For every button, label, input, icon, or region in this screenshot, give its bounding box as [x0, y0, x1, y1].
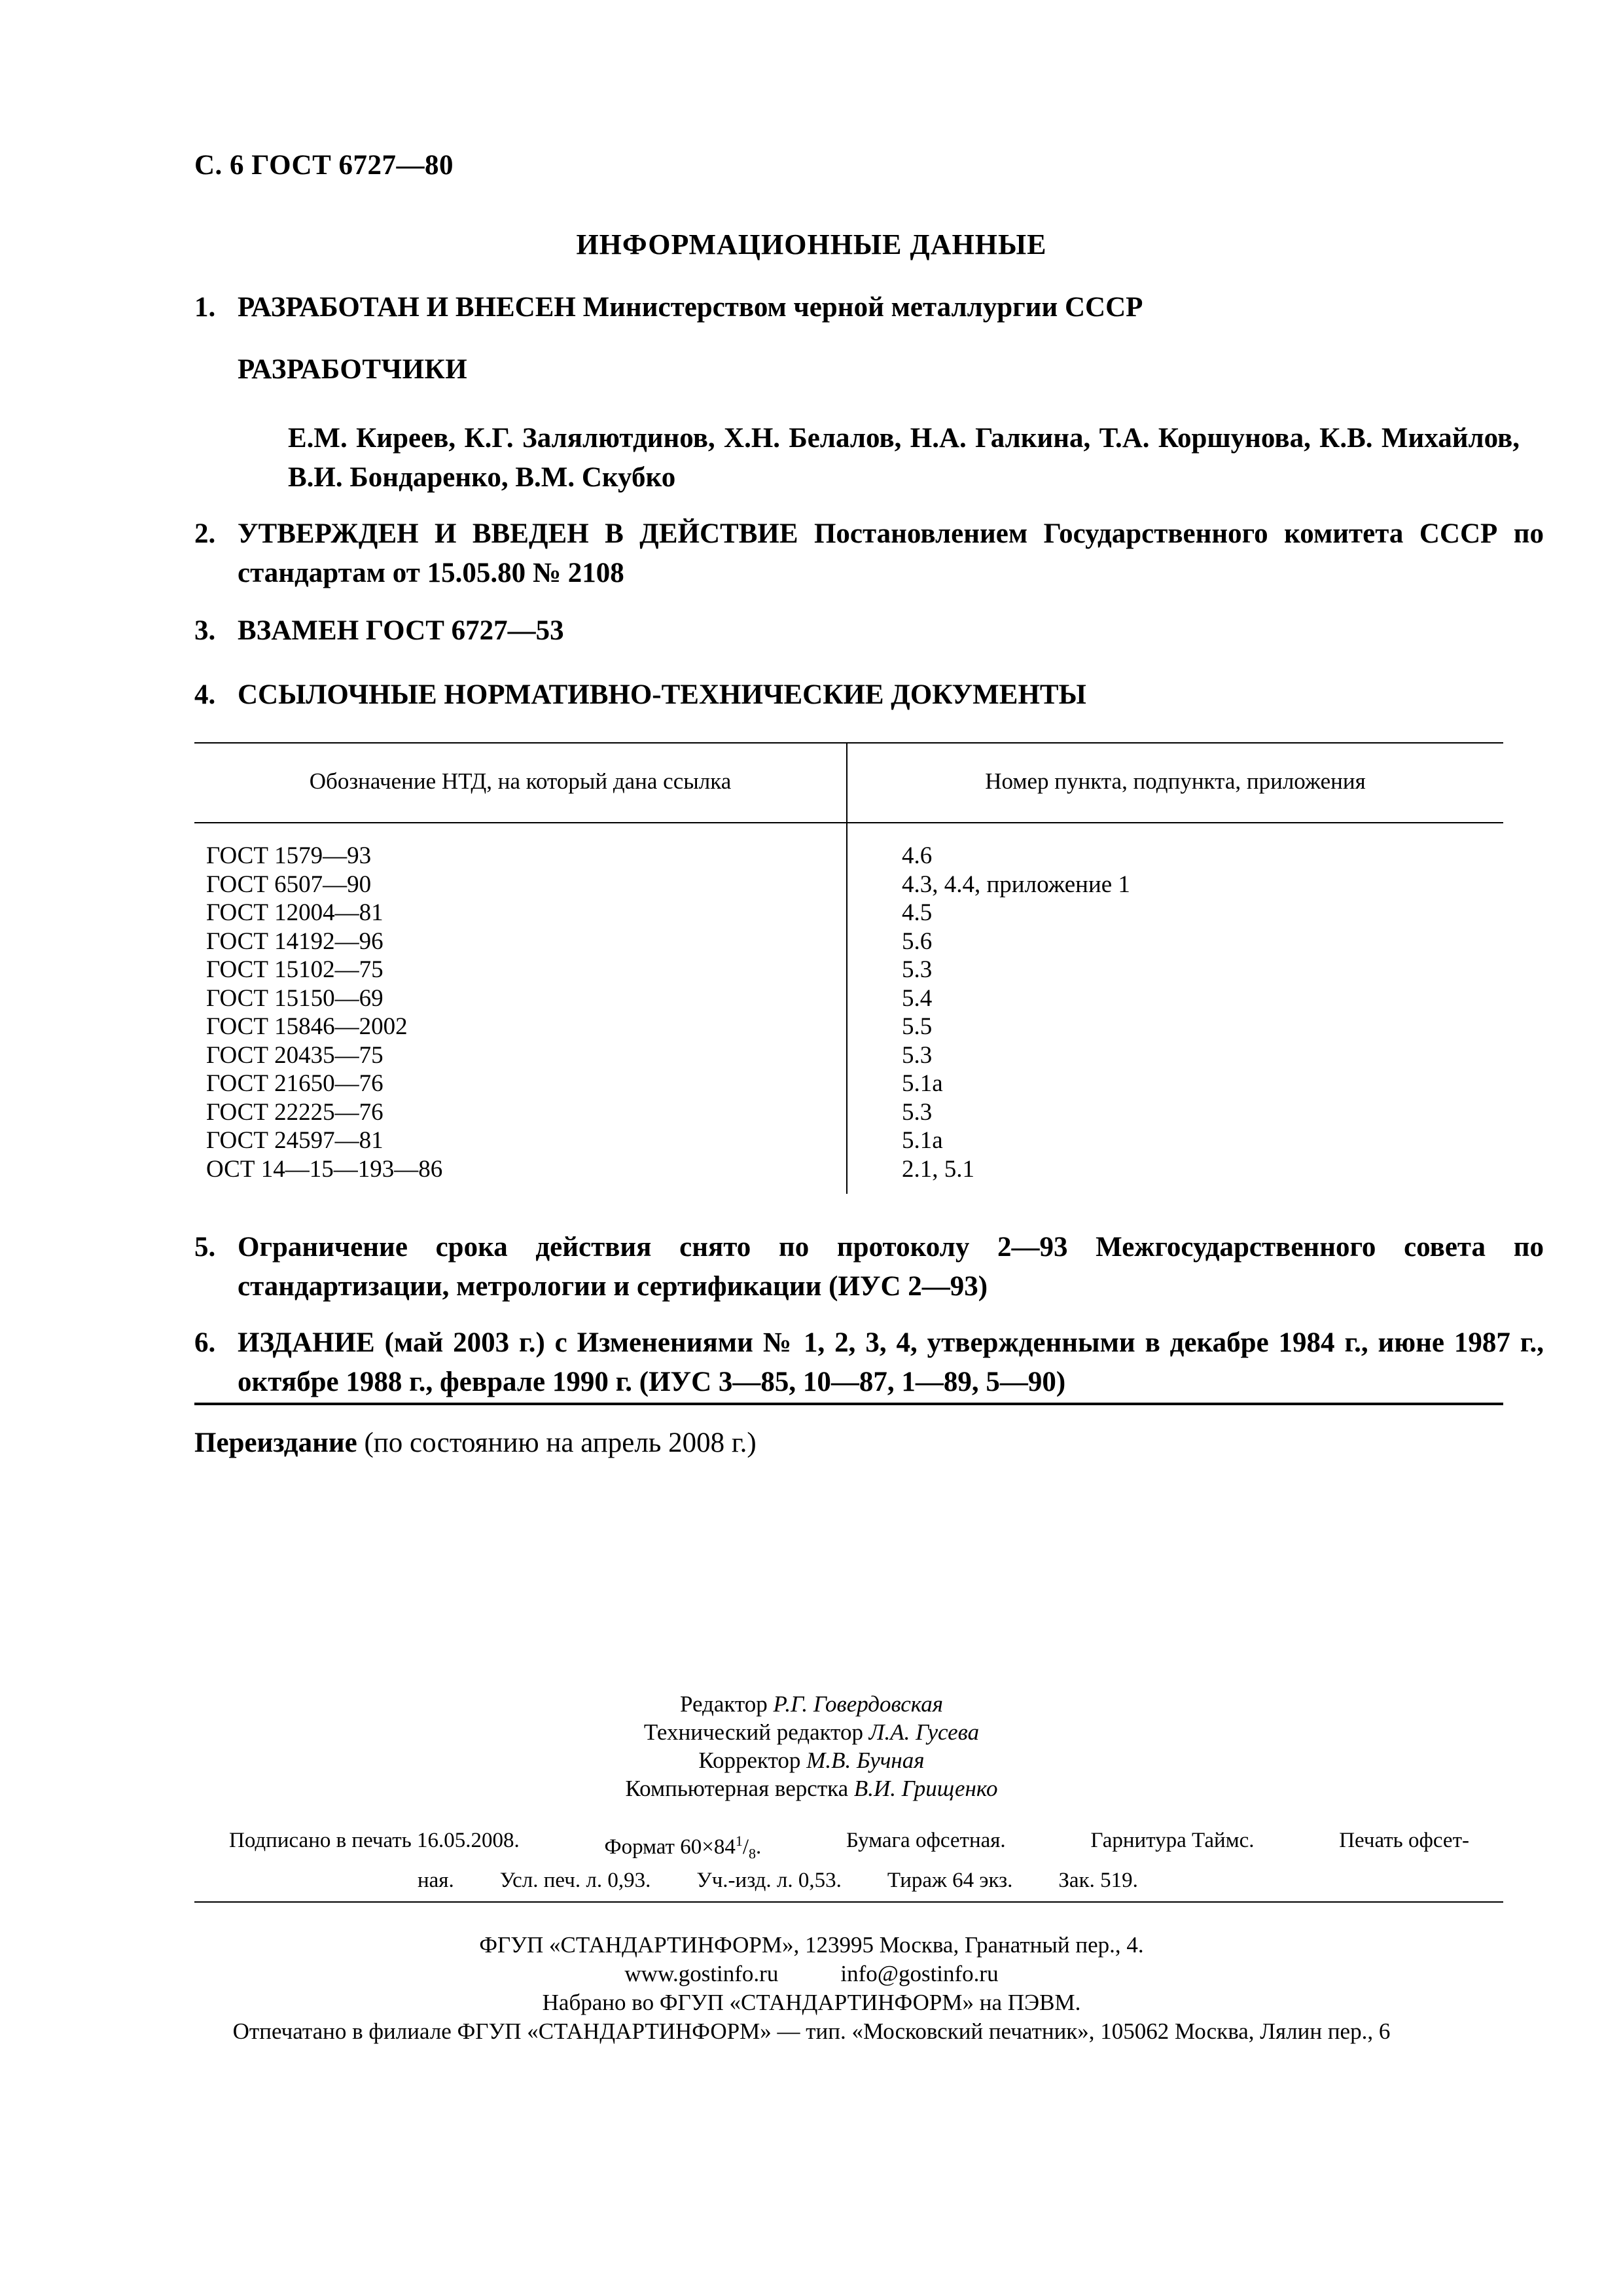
item-text: ИЗДАНИЕ (май 2003 г.) с Изменениями № 1, 2, 3, 4, утвержденными в декабре 1984 г., июне 1987 г., октябре 1988 г., феврале 1990 г. (ИУС 3—85, 10—87, 1—89, 5—90) [238, 1327, 1544, 1397]
item-number: 3. [194, 615, 216, 646]
table-cell-clause: 5.5 [902, 1013, 933, 1040]
signed-date: Подписано в печать 16.05.2008. [229, 1829, 520, 1852]
credit-role: Редактор [679, 1691, 768, 1717]
item-number: 2. [194, 518, 216, 549]
table-cell-designation: ГОСТ 1579—93 [206, 842, 372, 869]
table-header-rule [194, 822, 1503, 823]
print-info [229, 1827, 1469, 1894]
table-cell-designation: ГОСТ 6507—90 [206, 870, 372, 898]
info-item-1 [194, 288, 1503, 327]
item-text: ВЗАМЕН ГОСТ 6727—53 [238, 615, 564, 646]
designation-column [206, 842, 442, 1183]
publisher-website: www.gostinfo.ru [624, 1961, 779, 1986]
table-cell-designation: ГОСТ 24597—81 [206, 1127, 383, 1154]
item-text: ССЫЛОЧНЫЕ НОРМАТИВНО-ТЕХНИЧЕСКИЕ ДОКУМЕНТЫ [238, 679, 1086, 710]
table-cell-designation: ГОСТ 20435—75 [206, 1041, 383, 1069]
typeface: Гарнитура Таймс. [1090, 1829, 1255, 1852]
typesetting-note: Набрано во ФГУП «СТАНДАРТИНФОРМ» на ПЭВМ. [542, 1990, 1081, 2015]
print-method-end: ная. [418, 1868, 454, 1892]
info-item-3 [194, 611, 1503, 651]
info-item-6 [194, 1323, 1544, 1402]
item-text: РАЗРАБОТАН И ВНЕСЕН Министерством черной металлургии СССР [238, 292, 1143, 323]
table-cell-designation: ГОСТ 15150—69 [206, 984, 383, 1012]
info-item-5 [194, 1228, 1544, 1306]
table-top-rule [194, 742, 1503, 744]
item-number: 1. [194, 292, 216, 323]
table-header-designation: Обозначение НТД, на который дана ссылка [309, 768, 732, 794]
table-cell-clause: 4.5 [902, 899, 933, 926]
table-cell-designation: ГОСТ 21650—76 [206, 1070, 383, 1097]
item-text: УТВЕРЖДЕН И ВВЕДЕН В ДЕЙСТВИЕ Постановлением Государственного комитета СССР по стандартам от 15.05.80 № 2108 [238, 518, 1544, 588]
table-column-divider [846, 742, 847, 1194]
print-info-line [229, 1867, 1469, 1894]
paper-type: Бумага офсетная. [846, 1829, 1006, 1852]
table-cell-clause: 4.3, 4.4, приложение 1 [902, 870, 1130, 898]
print-method: Печать офсет- [1339, 1829, 1469, 1852]
footer-divider [194, 1901, 1503, 1903]
page-format: Формат $60\times 84^1/_8$. [604, 1833, 762, 1862]
reissue-note [194, 1427, 757, 1459]
order-number: Зак. 519. [1058, 1868, 1138, 1892]
format-text: Формат 60×84 [604, 1835, 736, 1859]
printed-sheets: Усл. печ. л. 0,93. [499, 1868, 651, 1892]
section-divider [194, 1403, 1503, 1405]
page-header: С. 6 ГОСТ 6727—80 [194, 150, 454, 181]
credit-line [0, 1690, 1623, 1718]
table-cell-designation: ГОСТ 12004—81 [206, 899, 383, 926]
format-denominator: 8 [749, 1845, 757, 1862]
format-numerator: 1 [735, 1833, 743, 1849]
table-header-clause: Номер пункта, подпункта, приложения [985, 768, 1366, 794]
publishing-sheets: Уч.-изд. л. 0,53. [696, 1868, 842, 1892]
credit-role: Корректор [698, 1748, 801, 1773]
publisher-info [0, 1931, 1623, 2046]
print-info-line [229, 1827, 1469, 1867]
document-title: ИНФОРМАЦИОННЫЕ ДАННЫЕ [576, 228, 1047, 260]
table-cell-clause: 5.1а [902, 1127, 943, 1154]
credit-line [0, 1774, 1623, 1803]
table-cell-clause: 5.3 [902, 956, 933, 983]
publisher-address: ФГУП «СТАНДАРТИНФОРМ», 123995 Москва, Гранатный пер., 4. [479, 1932, 1144, 1958]
table-cell-clause: 5.3 [902, 1098, 933, 1126]
table-cell-designation: ГОСТ 15846—2002 [206, 1013, 408, 1040]
publisher-contacts [0, 1960, 1623, 1988]
item-number: 4. [194, 679, 216, 710]
table-cell-clause: 4.6 [902, 842, 933, 869]
table-cell-designation: ГОСТ 14192—96 [206, 927, 383, 955]
developers-list: Е.М. Киреев, К.Г. Залялютдинов, Х.Н. Белалов, Н.А. Галкина, Т.А. Коршунова, К.В. Михайлов, В.И. Бондаренко, В.М. Скубко [288, 423, 1520, 493]
table-cell-clause: 5.6 [902, 927, 933, 955]
table-cell-clause: 5.1а [902, 1070, 943, 1097]
credit-line [0, 1718, 1623, 1746]
format-suffix: . [756, 1835, 762, 1859]
clause-column [902, 842, 1130, 1183]
credit-name: Л.А. Гусева [868, 1719, 980, 1745]
developers-heading: РАЗРАБОТЧИКИ [238, 354, 468, 385]
credit-name: Р.Г. Говердовская [773, 1691, 944, 1717]
print-run: Тираж 64 экз. [887, 1868, 1013, 1892]
reissue-label: Переиздание [194, 1427, 357, 1458]
credit-name: В.И. Грищенко [853, 1776, 998, 1801]
table-cell-clause: 2.1, 5.1 [902, 1155, 974, 1183]
table-cell-clause: 5.3 [902, 1041, 933, 1069]
credit-line [0, 1746, 1623, 1774]
item-text: Ограничение срока действия снято по протоколу 2—93 Межгосударственного совета по стандартизации, метрологии и сертификации (ИУС 2—93) [238, 1232, 1544, 1302]
publisher-email: info@gostinfo.ru [840, 1961, 999, 1986]
item-number: 6. [194, 1327, 216, 1358]
info-item-2 [194, 514, 1544, 593]
credit-name: М.В. Бучная [806, 1748, 925, 1773]
printing-note: Отпечатано в филиале ФГУП «СТАНДАРТИНФОРМ» — тип. «Московский печатник», 105062 Москва, Лялин пер., 6 [232, 2018, 1391, 2044]
info-item-4 [194, 675, 1503, 715]
table-cell-designation: ГОСТ 22225—76 [206, 1098, 383, 1126]
reissue-text: (по состоянию на апрель 2008 г.) [364, 1427, 757, 1458]
table-cell-designation: ОСТ 14—15—193—86 [206, 1155, 443, 1183]
references-table [194, 742, 1503, 1194]
table-cell-clause: 5.4 [902, 984, 933, 1012]
editorial-credits [0, 1690, 1623, 1803]
credit-role: Компьютерная верстка [625, 1776, 849, 1801]
table-cell-designation: ГОСТ 15102—75 [206, 956, 383, 983]
item-number: 5. [194, 1232, 216, 1263]
credit-role: Технический редактор [643, 1719, 864, 1745]
